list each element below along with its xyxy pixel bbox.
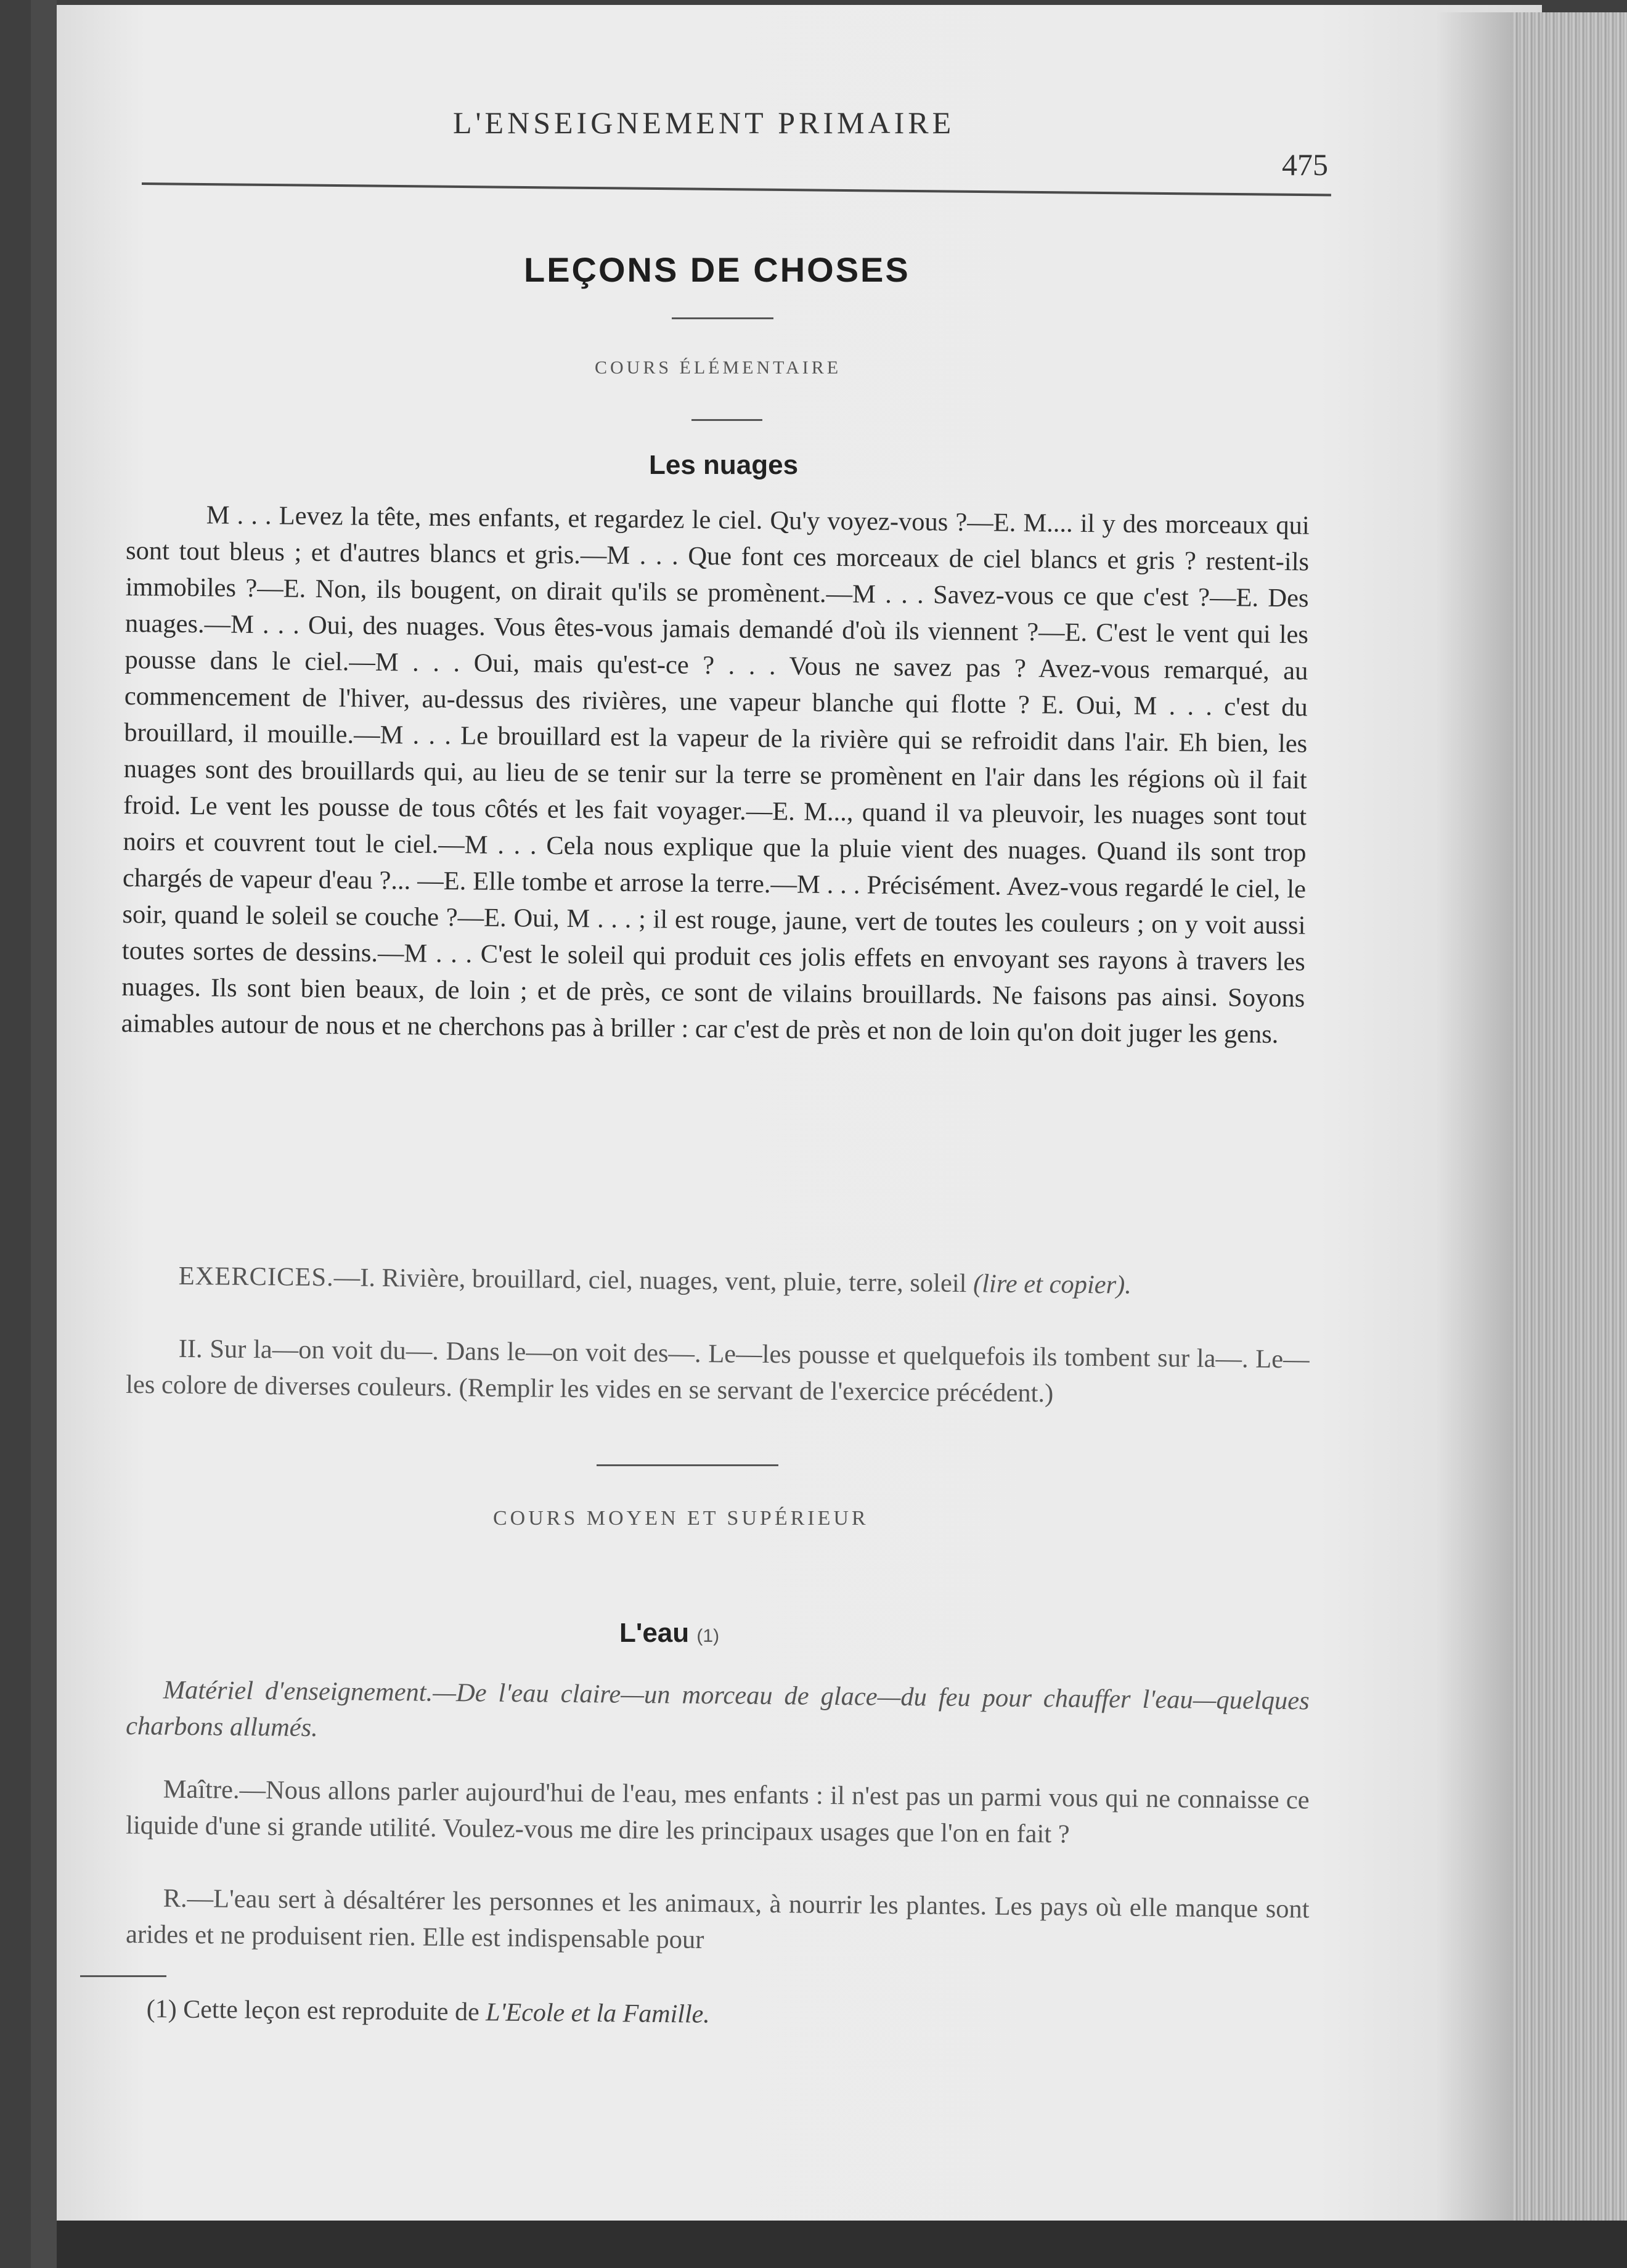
- lesson2-level: COURS MOYEN ET SUPÉRIEUR: [493, 1507, 869, 1530]
- reply-para-text: R.—L'eau sert à désaltérer les personnes et les animaux, à nourrir les plantes. Les pays où elle manque sont arides et ne produisent rien. Elle est indispensable pour: [125, 1883, 1310, 1955]
- lesson1-body-text: M . . . Levez la tête, mes enfants, et regardez le ciel. Qu'y voyez-vous ?—E. M.... il y des morceaux qui sont tout bleus ; et d'autres blancs et gris.—M . . . Que font ces morceaux de ciel blancs et gris ? restent-ils immobiles ?—E. Non, ils bougent, on dirait qu'ils se promènent.—M . . . Savez-vous ce que c'est ?—E. Des nuages.—M . . . Oui, des nuages. Vous êtes-vous jamais demandé d'où ils viennent ?—E. C'est le vent qui les pousse dans le ciel.—M . . . Oui, mais qu'est-ce ? . . . Vous ne savez pas ? Avez-vous remarqué, au commencement de l'hiver, au-dessus des rivières, une vapeur blanche qui flotte ? E. Oui, M . . . c'est du brouillard, il mouille.—M . . . Le brouillard est la vapeur de la rivière qui se refroidit dans l'air. Eh bien, les nuages sont des brouillards qui, au lieu de se tenir sur la terre se promènent en l'air dans les régions où il fait froid. Le vent les pousse de tous côtés et les fait voyager.—E. M..., quand il va pleuvoir, les nuages sont tout noirs et couvrent tout le ciel.—M . . . Cela nous explique que la pluie vient des nuages. Quand ils sont trop chargés de vapeur d'eau ?... —E. Elle tombe et arrose la terre.—M . . . Précisément. Avez-vous regardé le ciel, le soir, quand le soleil se couche ?—E. Oui, M . . . ; il est rouge, jaune, vert de toutes les couleurs ; on y voit aussi toutes sortes de dessins.—M . . . C'est le soleil qui produit ces jolis effets en envoyant ses rayons à travers les nuages. Ils sont bien beaux, de loin ; et de près, ce sont de vilains brouillards. Ne faisons pas ainsi. Soyons aimables autour de nous et ne cherchons pas à briller : car c'est de près et non de loin qu'on doit juger les gens.: [121, 500, 1310, 1049]
- exercise1-note: (lire et copier).: [973, 1269, 1132, 1300]
- lesson1-body: [121, 496, 1310, 1053]
- lesson2-title-text: L'eau: [619, 1618, 690, 1648]
- page-number: 475: [1282, 147, 1328, 182]
- lesson2-footnote-ref: (1): [696, 1626, 720, 1646]
- master-para-text: Maître.—Nous allons parler aujourd'hui de l'eau, mes enfants : il n'est pas un parmi vous qui ne connaisse ce liquide d'une si grande utilité. Voulez-vous me dire les principaux usages que l'on en fait ?: [125, 1774, 1310, 1849]
- lesson1-exercise2: [126, 1330, 1310, 1414]
- lesson1-exercise1: [126, 1257, 1309, 1305]
- section-title: LEÇONS DE CHOSES: [524, 250, 910, 289]
- lesson1-title: Les nuages: [649, 450, 799, 480]
- exercise2-text: II. Sur la—on voit du—. Dans le—on voit des—. Le—les pousse et quelquefois ils tombent sur la—. Le—les colore de diverses couleurs. (Remplir les vides en se servant de l'exercice précédent.): [125, 1334, 1310, 1408]
- footnote-marker: (1): [146, 1995, 177, 2024]
- lesson-separator: [597, 1464, 778, 1466]
- lesson1-level: COURS ÉLÉMENTAIRE: [595, 357, 842, 378]
- lesson2-reply-para: [126, 1880, 1310, 1964]
- lesson1-divider: [691, 419, 762, 421]
- exercise1-text: —I. Rivière, brouillard, ciel, nuages, vent, pluie, terre, soleil: [333, 1263, 967, 1299]
- exercises-label: EXERCICES.: [178, 1261, 334, 1292]
- section-divider: [672, 317, 773, 319]
- header-rule: [142, 182, 1331, 197]
- footnote-rule: [80, 1975, 166, 1977]
- footnote-source: L'Ecole et la Famille.: [485, 1998, 710, 2029]
- lesson2-master-para: [126, 1771, 1310, 1854]
- running-title: L'ENSEIGNEMENT PRIMAIRE: [453, 105, 955, 140]
- footnote-text: Cette leçon est reproduite de: [183, 1995, 479, 2027]
- lesson2-materials: [126, 1671, 1310, 1755]
- lesson2-title: [619, 1618, 719, 1649]
- materials-text: Matériel d'enseignement.—De l'eau claire—un morceau de glace—du feu pour chauffer l'eau—quelques charbons allumés.: [125, 1675, 1310, 1742]
- footnote: [147, 1994, 1318, 2035]
